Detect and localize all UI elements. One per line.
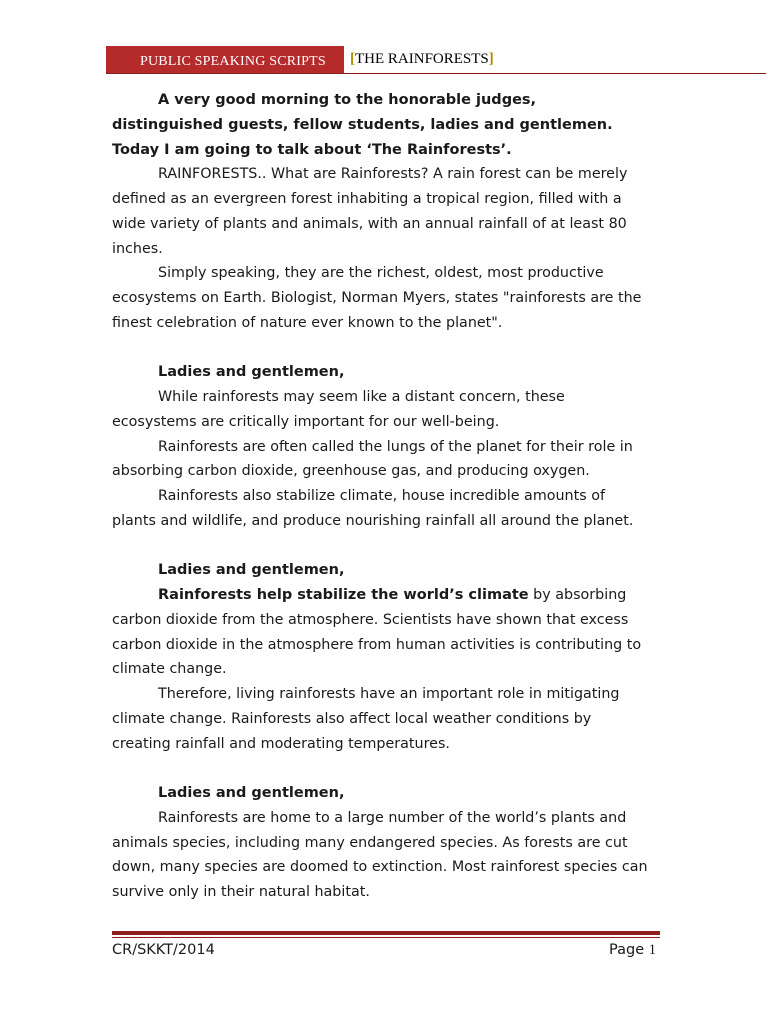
paragraph-mitigating: Therefore, living rainforests have an important role in mitigating climate change. Rainforests also affect local weather conditions by creating rainfall and moderating temperatures.: [112, 686, 620, 752]
header-section-label: PUBLIC SPEAKING SCRIPTS: [140, 54, 326, 69]
page-header: [106, 44, 766, 74]
paragraph-definition: RAINFORESTS.. What are Rainforests? A rain forest can be merely defined as an evergreen forest inhabiting a tropical region, filled with a wide variety of plants and animals, with an annual rainfall of at least 80 inches.: [112, 166, 628, 257]
paragraph-gap: [112, 534, 652, 559]
header-label-block: [106, 46, 344, 74]
footer-page-label: Page: [609, 942, 645, 958]
header-close-bracket: ]: [488, 51, 494, 67]
paragraph-stabilize: Rainforests also stabilize climate, house incredible amounts of plants and wildlife, and produce nourishing rainfall all around the planet.: [112, 488, 634, 529]
header-rule: [106, 73, 766, 74]
footer-page: [609, 942, 656, 959]
paragraph-species: Rainforests are home to a large number of the world’s plants and animals species, including many endangered species. As forests are cut down, many species are doomed to extinction. Most rainforest species can survive only in their natural habitat.: [112, 809, 648, 900]
climate-text: by absorbing carbon dioxide from the atmosphere. Scientists have shown that excess carbon dioxide in the atmosphere from human activities is contributing to climate change.: [112, 587, 642, 678]
section-heading-3: Ladies and gentlemen,: [158, 785, 345, 801]
document-body: [112, 88, 652, 905]
paragraph-gap: [112, 336, 652, 361]
header-title-group: [350, 51, 494, 68]
footer-rule-thin: [112, 937, 660, 938]
header-open-bracket: [: [350, 51, 355, 67]
paragraph-climate: [112, 583, 652, 682]
footer-code: CR/SKKT/2014: [112, 942, 215, 958]
paragraph-gap: [112, 756, 652, 781]
section-heading-1: Ladies and gentlemen,: [158, 364, 345, 381]
footer-rule-thick: [112, 931, 660, 935]
footer-page-number: 1: [648, 942, 656, 958]
paragraph-concern: While rainforests may seem like a distant concern, these ecosystems are critically important for our well-being.: [112, 389, 565, 430]
paragraph-lungs: Rainforests are often called the lungs of the planet for their role in absorbing carbon dioxide, greenhouse gas, and producing oxygen.: [112, 438, 633, 480]
section-heading-2: Ladies and gentlemen,: [158, 562, 345, 579]
climate-emphasis: Rainforests help stabilize the world’s climate: [158, 587, 529, 603]
paragraph-ecosystems: Simply speaking, they are the richest, oldest, most productive ecosystems on Earth. Biologist, Norman Myers, states "rainforests are the finest celebration of nature ever known to the planet".: [112, 265, 642, 331]
header-title: THE RAINFORESTS: [355, 51, 489, 67]
intro-paragraph: A very good morning to the honorable judges, distinguished guests, fellow students, ladies and gentlemen. Today I am going to talk about ‘The Rainforests’.: [112, 92, 613, 158]
